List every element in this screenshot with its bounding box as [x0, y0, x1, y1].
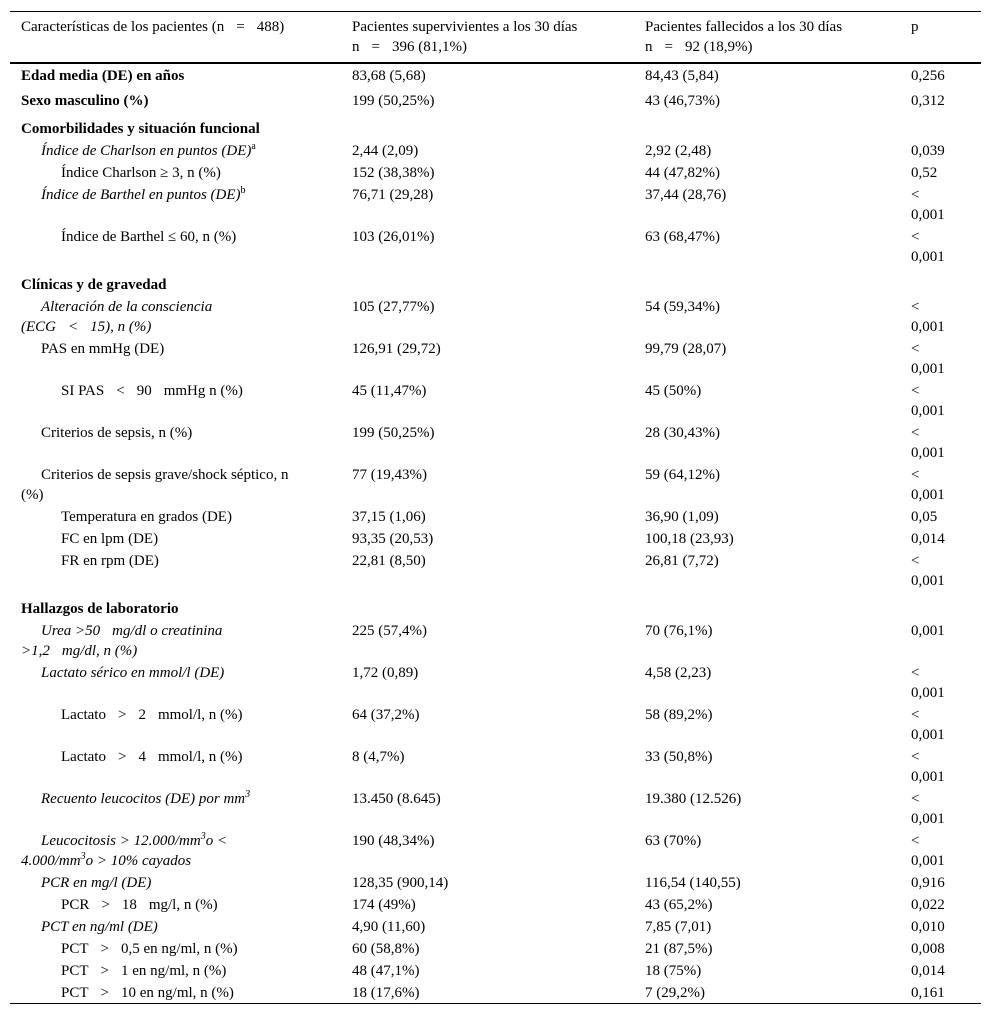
section-row	[10, 593, 981, 621]
p-value: < 0,001	[911, 299, 945, 335]
survivors-value: 64 (37,2%)	[352, 707, 420, 723]
footnote-marker: b	[240, 185, 246, 196]
row-label	[10, 465, 341, 507]
survivors-value: 60 (58,8%)	[352, 941, 420, 957]
p-value: 0,008	[911, 941, 945, 957]
table-row	[10, 185, 981, 227]
p-value: < 0,001	[911, 707, 945, 743]
table-row	[10, 983, 981, 1005]
survivors-value: 8 (4,7%)	[352, 749, 405, 765]
section-heading: Clínicas y de gravedad	[21, 277, 167, 293]
table-header	[10, 10, 981, 62]
p-value: < 0,001	[911, 791, 945, 827]
row-label: Lactato > 2 mmol/l, n (%)	[61, 707, 243, 723]
header-characteristics: Características de los pacientes (n = 488)	[21, 19, 285, 35]
header-survivors	[341, 10, 634, 62]
p-value: 0,52	[911, 165, 938, 181]
table-row	[10, 88, 981, 113]
row-label: Edad media (DE) en años	[21, 68, 185, 84]
deceased-value: 36,90 (1,09)	[645, 509, 719, 525]
table-row	[10, 339, 981, 381]
row-label-text: Índice de Barthel en puntos (DE)	[41, 187, 241, 203]
survivors-value: 83,68 (5,68)	[352, 68, 426, 84]
row-label	[10, 297, 341, 339]
p-value: < 0,001	[911, 383, 945, 419]
deceased-value: 7 (29,2%)	[645, 985, 705, 1001]
p-value: 0,916	[911, 875, 945, 891]
row-label-text: Recuento leucocitos (DE) por mm	[41, 791, 246, 807]
row-label: SI PAS < 90 mmHg n (%)	[61, 383, 243, 399]
row-label: PCT en ng/ml (DE)	[41, 919, 158, 935]
table-row	[10, 961, 981, 983]
p-value: 0,014	[911, 963, 945, 979]
header-deceased-count: n = 92 (18,9%)	[645, 39, 753, 55]
row-label-text: Leucocitosis > 12.000/mm	[41, 833, 201, 849]
survivors-value: 93,35 (20,53)	[352, 531, 434, 547]
deceased-value: 44 (47,82%)	[645, 165, 720, 181]
row-label-text: Índice de Charlson en puntos (DE)	[41, 143, 252, 159]
table-row	[10, 895, 981, 917]
survivors-value: 18 (17,6%)	[352, 985, 420, 1001]
row-label: Temperatura en grados (DE)	[61, 509, 232, 525]
row-label	[10, 621, 341, 663]
survivors-value: 76,71 (29,28)	[352, 187, 434, 203]
survivors-value: 174 (49%)	[352, 897, 416, 913]
row-label-text: Alteración de la consciencia	[41, 299, 213, 315]
deceased-value: 33 (50,8%)	[645, 749, 713, 765]
table-row	[10, 663, 981, 705]
results-table-container	[10, 10, 981, 1004]
row-label-line1	[21, 831, 341, 851]
row-label: Lactato > 4 mmol/l, n (%)	[61, 749, 243, 765]
p-value: 0,312	[911, 93, 945, 109]
p-value: 0,010	[911, 919, 945, 935]
p-value: 0,022	[911, 897, 945, 913]
deceased-value: 28 (30,43%)	[645, 425, 720, 441]
survivors-value: 199 (50,25%)	[352, 93, 435, 109]
table-row	[10, 917, 981, 939]
superscript-3: 3	[80, 851, 86, 862]
survivors-value: 77 (19,43%)	[352, 467, 427, 483]
survivors-value: 37,15 (1,06)	[352, 509, 426, 525]
deceased-value: 84,43 (5,84)	[645, 68, 719, 84]
survivors-value: 128,35 (900,14)	[352, 875, 449, 891]
section-heading: Hallazgos de laboratorio	[21, 601, 179, 617]
deceased-value: 37,44 (28,76)	[645, 187, 727, 203]
survivors-value: 2,44 (2,09)	[352, 143, 419, 159]
header-deceased	[634, 10, 900, 62]
footnote-marker: a	[251, 141, 256, 152]
deceased-value: 43 (65,2%)	[645, 897, 713, 913]
table-row	[10, 873, 981, 895]
deceased-value: 59 (64,12%)	[645, 467, 720, 483]
deceased-value: 116,54 (140,55)	[645, 875, 741, 891]
survivors-value: 103 (26,01%)	[352, 229, 435, 245]
p-value: 0,256	[911, 68, 945, 84]
table-row	[10, 507, 981, 529]
survivors-value: 105 (27,77%)	[352, 299, 435, 315]
survivors-value: 225 (57,4%)	[352, 623, 427, 639]
deceased-value: 99,79 (28,07)	[645, 341, 727, 357]
deceased-value: 63 (68,47%)	[645, 229, 720, 245]
p-value: < 0,001	[911, 341, 945, 377]
table-row	[10, 939, 981, 961]
row-label: Criterios de sepsis, n (%)	[41, 425, 193, 441]
table-row	[10, 465, 981, 507]
row-label: PCR > 18 mg/l, n (%)	[61, 897, 218, 913]
p-value: < 0,001	[911, 833, 945, 869]
deceased-value: 100,18 (23,93)	[645, 531, 734, 547]
table-row	[10, 831, 981, 873]
row-label: Índice de Barthel ≤ 60, n (%)	[61, 229, 237, 245]
p-value: < 0,001	[911, 665, 945, 701]
row-label: Sexo masculino (%)	[21, 93, 149, 109]
row-label-text-cont: (ECG < 15), n (%)	[21, 319, 152, 335]
survivors-value: 4,90 (11,60)	[352, 919, 426, 935]
table-row	[10, 789, 981, 831]
table-row	[10, 141, 981, 163]
survivors-value: 13.450 (8.645)	[352, 791, 441, 807]
deceased-value: 7,85 (7,01)	[645, 919, 712, 935]
row-label	[10, 185, 341, 227]
table-row	[10, 62, 981, 88]
row-label-text-cont: 4.000/mm	[21, 853, 81, 869]
row-label-text-cont: >1,2 mg/dl, n (%)	[21, 643, 138, 659]
p-value: 0,161	[911, 985, 945, 1001]
deceased-value: 21 (87,5%)	[645, 941, 713, 957]
row-label: PCT > 10 en ng/ml, n (%)	[61, 985, 234, 1001]
survivors-value: 190 (48,34%)	[352, 833, 435, 849]
patient-characteristics-table	[10, 10, 981, 1005]
deceased-value: 54 (59,34%)	[645, 299, 720, 315]
p-value: < 0,001	[911, 749, 945, 785]
row-label-tail-cont: o > 10% cayados	[85, 853, 192, 869]
survivors-value: 126,91 (29,72)	[352, 341, 441, 357]
survivors-value: 199 (50,25%)	[352, 425, 435, 441]
row-label-text: Urea >50 mg/dl o creatinina	[41, 623, 223, 639]
p-value: 0,014	[911, 531, 945, 547]
deceased-value: 58 (89,2%)	[645, 707, 713, 723]
table-row	[10, 297, 981, 339]
section-row	[10, 113, 981, 141]
row-label-text: Criterios de sepsis grave/shock séptico, n	[41, 467, 289, 483]
row-label	[10, 831, 341, 873]
deceased-value: 43 (46,73%)	[645, 93, 720, 109]
survivors-value: 22,81 (8,50)	[352, 553, 426, 569]
row-label: FR en rpm (DE)	[61, 553, 159, 569]
p-value: < 0,001	[911, 229, 945, 265]
table-row	[10, 705, 981, 747]
row-label-line2	[21, 851, 341, 871]
deceased-value: 63 (70%)	[645, 833, 702, 849]
p-value: < 0,001	[911, 187, 945, 223]
table-row	[10, 227, 981, 269]
p-value: 0,05	[911, 509, 938, 525]
table-row	[10, 529, 981, 551]
row-label: PCR en mg/l (DE)	[41, 875, 152, 891]
header-deceased-title: Pacientes fallecidos a los 30 días	[645, 19, 843, 35]
row-label	[10, 789, 341, 831]
header-survivors-count: n = 396 (81,1%)	[352, 39, 467, 55]
deceased-value: 19.380 (12.526)	[645, 791, 742, 807]
p-value: < 0,001	[911, 553, 945, 589]
survivors-value: 1,72 (0,89)	[352, 665, 419, 681]
row-label-tail: o <	[205, 833, 228, 849]
row-label: Índice Charlson ≥ 3, n (%)	[61, 165, 221, 181]
p-value: 0,001	[911, 623, 945, 639]
deceased-value: 2,92 (2,48)	[645, 143, 712, 159]
superscript-3: 3	[200, 831, 206, 842]
row-label: PCT > 0,5 en ng/ml, n (%)	[61, 941, 238, 957]
superscript-3: 3	[245, 789, 251, 800]
survivors-value: 152 (38,38%)	[352, 165, 435, 181]
table-row	[10, 381, 981, 423]
table-row	[10, 747, 981, 789]
deceased-value: 45 (50%)	[645, 383, 702, 399]
row-label	[10, 141, 341, 163]
header-survivors-title: Pacientes supervivientes a los 30 días	[352, 19, 578, 35]
deceased-value: 26,81 (7,72)	[645, 553, 719, 569]
header-p-value: p	[911, 19, 919, 35]
row-label: Lactato sérico en mmol/l (DE)	[41, 665, 225, 681]
table-row	[10, 551, 981, 593]
table-row	[10, 621, 981, 663]
section-row	[10, 269, 981, 297]
deceased-value: 18 (75%)	[645, 963, 702, 979]
row-label-text-cont: (%)	[21, 487, 44, 503]
p-value: < 0,001	[911, 425, 945, 461]
row-label: PAS en mmHg (DE)	[41, 341, 165, 357]
survivors-value: 45 (11,47%)	[352, 383, 427, 399]
section-heading: Comorbilidades y situación funcional	[21, 121, 260, 137]
deceased-value: 4,58 (2,23)	[645, 665, 712, 681]
p-value: 0,039	[911, 143, 945, 159]
survivors-value: 48 (47,1%)	[352, 963, 420, 979]
deceased-value: 70 (76,1%)	[645, 623, 713, 639]
row-label: FC en lpm (DE)	[61, 531, 159, 547]
row-label: PCT > 1 en ng/ml, n (%)	[61, 963, 227, 979]
table-row	[10, 423, 981, 465]
p-value: < 0,001	[911, 467, 945, 503]
table-row	[10, 163, 981, 185]
